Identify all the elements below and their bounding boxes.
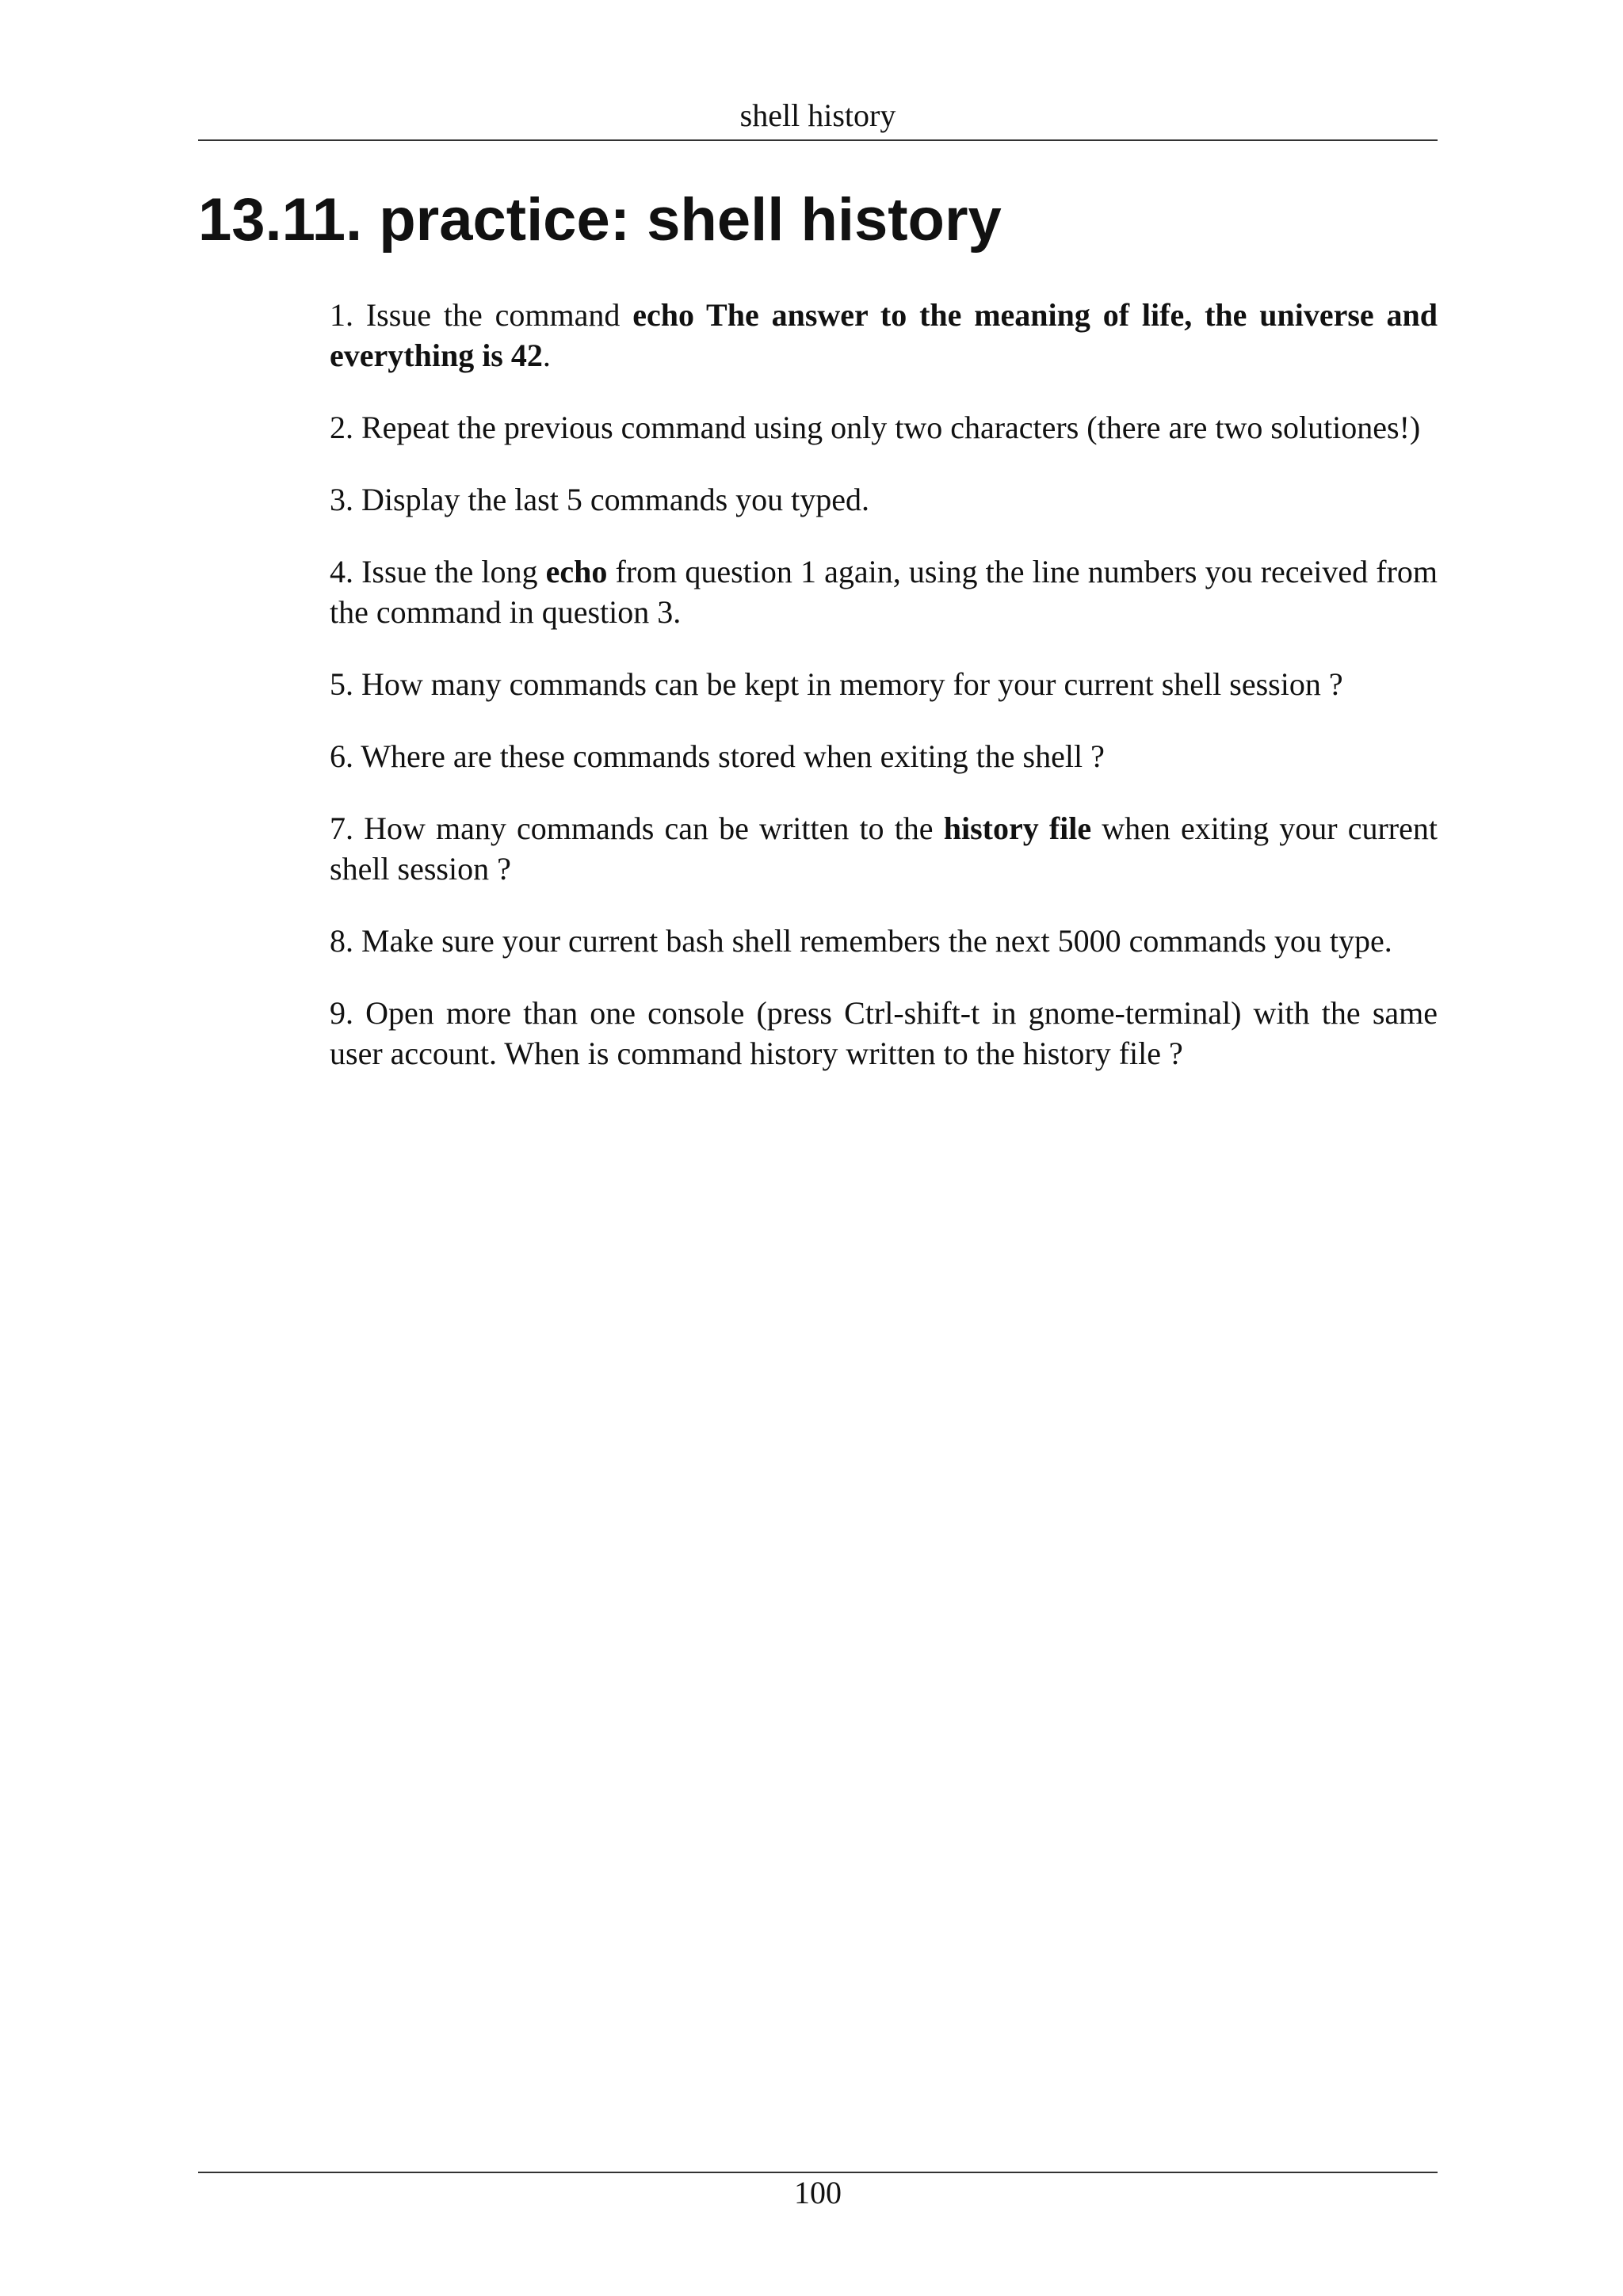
section-title: 13.11. practice: shell history [198, 186, 1002, 254]
exercise-term: history file [943, 810, 1092, 846]
exercise-text: Where are these commands stored when exiting the shell ? [361, 738, 1105, 774]
exercise-text: . [542, 338, 551, 373]
exercise-text: Issue the command [365, 297, 621, 333]
exercise-number: 2. [330, 410, 353, 445]
exercise-list [330, 295, 1438, 1105]
exercise-item-2 [330, 407, 1438, 448]
exercise-text: How many commands can be written to the [364, 810, 934, 846]
exercise-item-7 [330, 808, 1438, 889]
exercise-item-8 [330, 921, 1438, 961]
exercise-text: How many commands can be kept in memory for your current shell session ? [361, 666, 1343, 702]
exercise-number: 3. [330, 482, 353, 517]
exercise-number: 9. [330, 995, 353, 1031]
exercise-text: Open more than one console (press Ctrl-shift-t in gnome-terminal) with the same user account. When is command history written to the history file ? [330, 995, 1438, 1071]
exercise-item-9 [330, 993, 1438, 1074]
exercise-number: 8. [330, 923, 353, 959]
exercise-item-4 [330, 551, 1438, 632]
exercise-command: echo The answer to the meaning of life, the universe and everything is 42 [330, 297, 1438, 373]
exercise-text: when exiting your current shell session ? [330, 810, 1438, 887]
exercise-number: 4. [330, 554, 353, 589]
exercise-text: Issue the long [361, 554, 538, 589]
running-header: shell history [739, 97, 896, 133]
exercise-text: from question 1 again, using the line numbers you received from the command in question 3. [330, 554, 1438, 630]
exercise-text: Make sure your current bash shell remembers the next 5000 commands you type. [361, 923, 1392, 959]
exercise-text: Display the last 5 commands you typed. [361, 482, 870, 517]
exercise-item-6 [330, 736, 1438, 776]
exercise-number: 7. [330, 810, 353, 846]
exercise-item-5 [330, 664, 1438, 704]
page-number: 100 [794, 2175, 842, 2210]
exercise-number: 1. [330, 297, 353, 333]
exercise-number: 6. [330, 738, 353, 774]
exercise-number: 5. [330, 666, 353, 702]
header-rule [198, 139, 1438, 141]
exercise-item-1 [330, 295, 1438, 376]
exercise-item-3 [330, 479, 1438, 520]
exercise-text: Repeat the previous command using only two characters (there are two solutiones!) [361, 410, 1421, 445]
exercise-command: echo [545, 554, 608, 589]
